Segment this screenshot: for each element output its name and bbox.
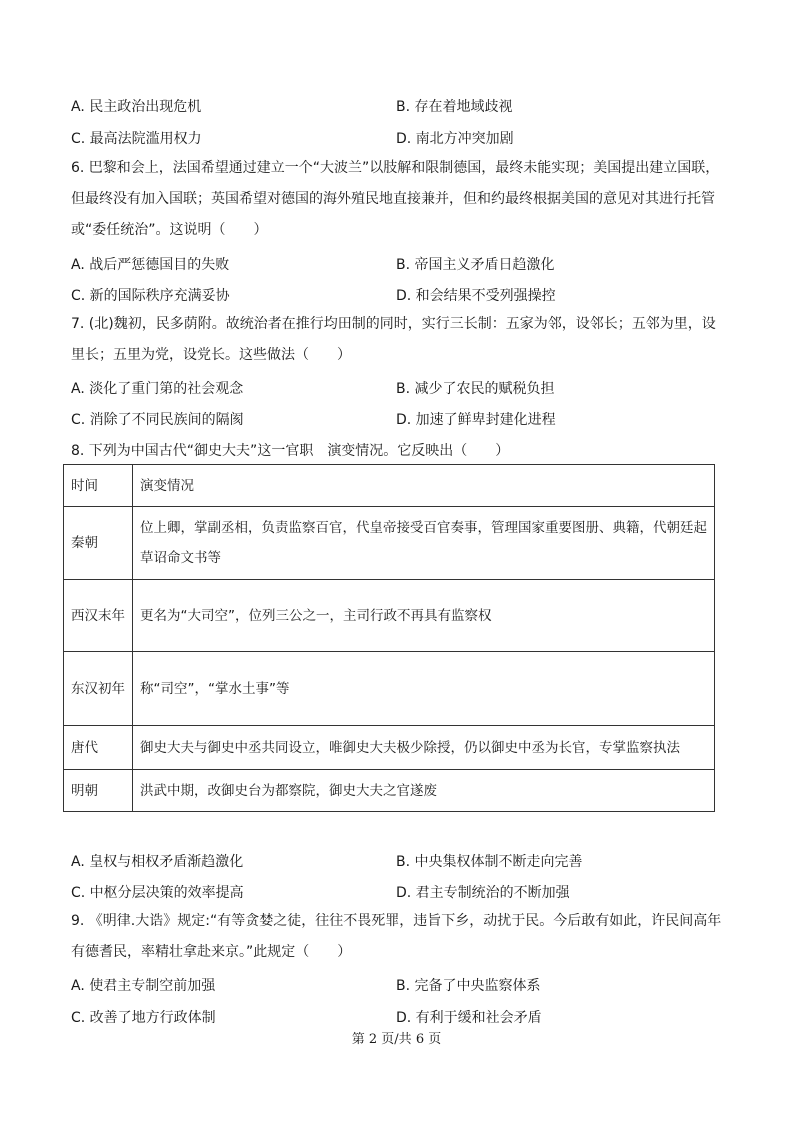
table-cell-period: 西汉末年 [64,580,133,652]
q5-option-d: D. 南北方冲突加剧 [396,131,514,147]
q6-option-a: A. 战后严惩德国目的失败 [71,257,230,273]
page-number: 第 2 页/共 6 页 [351,1032,442,1047]
table-header-row [64,465,715,507]
table-header-evolution: 演变情况 [133,465,715,507]
q9-option-c: C. 改善了地方行政体制 [71,1010,216,1026]
q6-stem: 6. 巴黎和会上，法国希望通过建立一个“大波兰”以肢解和限制德国，最终未能实现；美国提出建立国联，但最终没有加入国联；英国希望对德国的海外殖民地直接兼并，但和约最终根据美国的意见对其进行托管或“委任统治”。这说明（ ） [71,160,720,238]
q6-option-c: C. 新的国际秩序充满妥协 [71,288,230,304]
q7-option-b: B. 减少了农民的赋税负担 [396,381,555,397]
q8-option-c: C. 中枢分层决策的效率提高 [71,885,244,901]
q6-option-b: B. 帝国主义矛盾日趋激化 [396,257,555,273]
table-cell-period: 秦朝 [64,507,133,580]
q8-option-a: A. 皇权与相权矛盾渐趋激化 [71,854,244,870]
q9-stem: 9. 《明律.大诰》规定:“有等贪婪之徒，往往不畏死罪，违旨下乡，动扰于民。今后敢有如此，许民间高年有德耆民，率精壮拿赴来京。”此规定（ ） [71,913,722,960]
table-header-time: 时间 [64,465,133,507]
q9-option-a: A. 使君主专制空前加强 [71,978,216,994]
table-cell-description: 称“司空”，“掌水土事”等 [133,652,715,726]
q5-option-a: A. 民主政治出现危机 [71,99,202,115]
table-row [64,770,715,812]
q7-option-a: A. 淡化了重门第的社会观念 [71,381,244,397]
table-row [64,652,715,726]
q7-option-d: D. 加速了鲜卑封建化进程 [396,412,556,428]
q8-table [63,464,715,812]
table-cell-description: 洪武中期，改御史台为都察院，御史大夫之官遂废 [133,770,715,812]
q5-option-c: C. 最高法院滥用权力 [71,131,202,147]
table-cell-period: 明朝 [64,770,133,812]
table-cell-period: 唐代 [64,726,133,770]
q9-option-d: D. 有利于缓和社会矛盾 [396,1010,542,1026]
table-cell-period: 东汉初年 [64,652,133,726]
q8-option-b: B. 中央集权体制不断走向完善 [396,854,583,870]
table-cell-description: 位上卿，掌副丞相，负责监察百官，代皇帝接受百官奏事，管理国家重要图册、典籍，代朝廷起草诏命文书等 [133,507,715,580]
q8-option-d: D. 君主专制统治的不断加强 [396,885,570,901]
q7-option-c: C. 消除了不同民族间的隔阂 [71,412,244,428]
q5-option-b: B. 存在着地域歧视 [396,99,513,115]
table-row [64,580,715,652]
table-cell-description: 更名为“大司空”，位列三公之一，主司行政不再具有监察权 [133,580,715,652]
q8-stem: 8. 下列为中国古代“御史大夫”这一官职 演变情况。它反映出（ ） [71,443,510,459]
q6-option-d: D. 和会结果不受列强操控 [396,288,556,304]
table-cell-description: 御史大夫与御史中丞共同设立，唯御史大夫极少除授，仍以御史中丞为长官，专掌监察执法 [133,726,715,770]
q9-option-b: B. 完备了中央监察体系 [396,978,541,994]
q7-stem: 7. (北)魏初，民多荫附。故统治者在推行均田制的同时，实行三长制：五家为邻，设邻长；五邻为里，设里长；五里为党，设党长。这些做法（ ） [71,316,716,363]
table-row [64,726,715,770]
table-row [64,507,715,580]
